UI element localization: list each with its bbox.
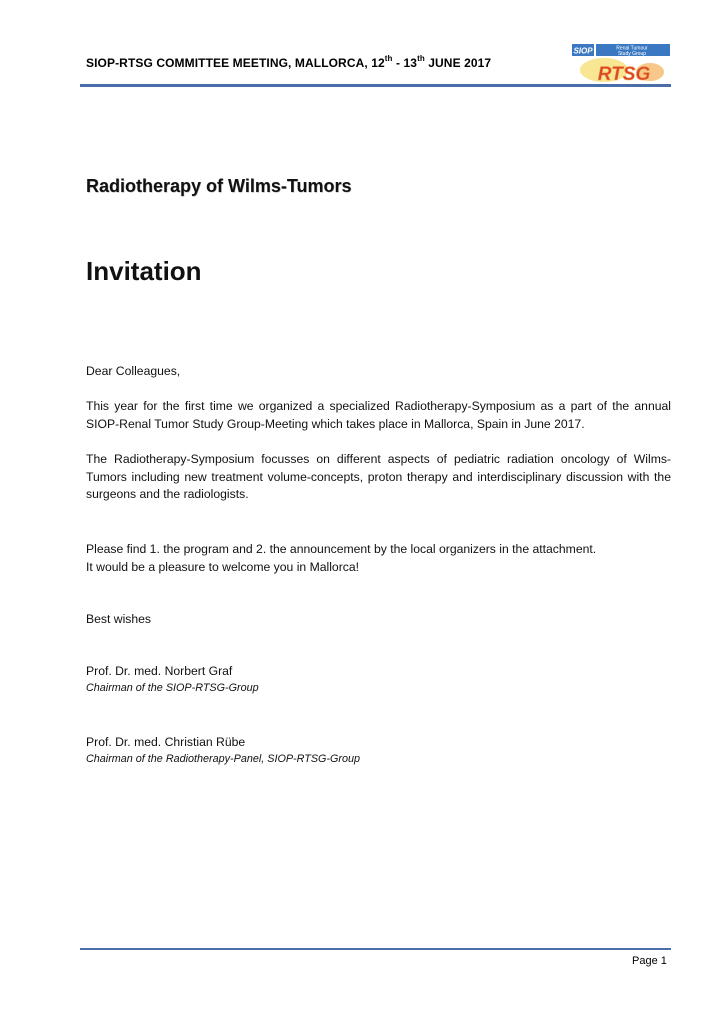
paragraph-intro: This year for the first time we organized a specialized Radiotherapy-Symposium as a part of the annual SIOP-Renal Tumor Study Group-Meeting which takes place in Mallorca, Spain in June 2017. <box>86 399 671 431</box>
header-sup-1: th <box>384 54 393 63</box>
logo-brand: SIOP <box>573 46 593 56</box>
header-rule <box>80 84 671 87</box>
footer-rule <box>80 948 671 950</box>
signatory-2-name: Prof. Dr. med. Christian Rübe <box>86 735 246 749</box>
header-sup-2: th <box>417 54 425 63</box>
closing: Best wishes <box>86 612 152 626</box>
signatory-2-role: Chairman of the Radiotherapy-Panel, SIOP-RTSG-Group <box>86 752 361 765</box>
signatory-1-name: Prof. Dr. med. Norbert Graf <box>86 664 233 678</box>
page-header <box>86 55 491 70</box>
paragraph-symposium: The Radiotherapy-Symposium focusses on different aspects of pediatric radiation oncology of Wilms-Tumors including new treatment volume-concepts, proton therapy and interdisciplinary discussion with the surgeons and the radiologists. <box>86 452 671 501</box>
header-suffix: JUNE 2017 <box>424 56 492 70</box>
page-number: Page 1 <box>632 955 667 967</box>
header-middle: - 13 <box>392 56 418 70</box>
siop-rtsg-logo <box>572 42 670 84</box>
signatory-1 <box>86 663 671 695</box>
salutation: Dear Colleagues, <box>86 364 181 378</box>
signatory-2 <box>86 734 671 766</box>
signatory-1-role: Chairman of the SIOP-RTSG-Group <box>86 681 259 694</box>
logo-line-2: Study Group <box>617 51 647 57</box>
paragraph-attachment <box>86 541 671 576</box>
document-title: Radiotherapy of Wilms-Tumors <box>86 176 352 196</box>
attachment-line-2: It would be a pleasure to welcome you in Mallorca! <box>86 559 360 574</box>
logo-line-1: Renal Tumour <box>616 45 648 52</box>
header-prefix: SIOP-RTSG COMMITTEE MEETING, MALLORCA, 12 <box>86 56 385 70</box>
attachment-line-1: Please find 1. the program and 2. the announcement by the local organizers in the attachment. <box>86 542 597 556</box>
invitation-heading: Invitation <box>86 256 202 286</box>
logo-mark: RTSG <box>597 64 651 84</box>
